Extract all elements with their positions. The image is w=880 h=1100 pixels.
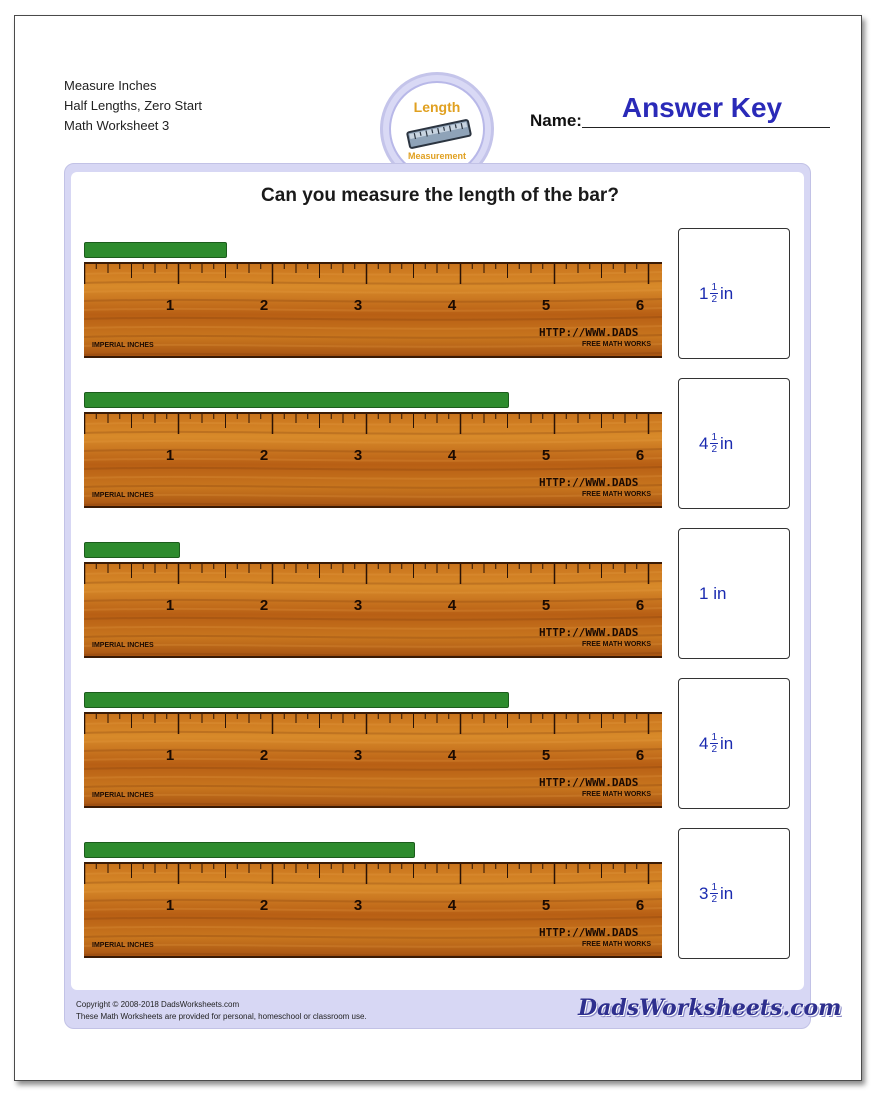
answer-fraction xyxy=(710,882,718,905)
ruler-number: 4 xyxy=(447,297,457,314)
ruler-number: 2 xyxy=(259,297,269,314)
ruler xyxy=(84,412,662,508)
measure-bar xyxy=(84,542,180,558)
ruler-number: 4 xyxy=(447,597,457,614)
ruler-number: 3 xyxy=(353,297,363,314)
ruler-number: 3 xyxy=(353,597,363,614)
ruler-number: 5 xyxy=(541,297,551,314)
ruler-icon xyxy=(405,119,473,149)
ruler-number: 5 xyxy=(541,897,551,914)
problem-row xyxy=(0,242,880,382)
ruler-markings xyxy=(84,714,662,808)
answer-box xyxy=(678,378,790,509)
question-heading: Can you measure the length of the bar? xyxy=(261,185,619,206)
answer-unit: in xyxy=(713,583,727,603)
ruler-sub-text: FREE MATH WORKS xyxy=(582,791,652,798)
answer-unit: in xyxy=(720,283,734,303)
answer-value xyxy=(699,829,733,958)
ruler-number: 2 xyxy=(259,897,269,914)
copyright-text: Copyright © 2008-2018 DadsWorksheets.com xyxy=(76,1000,240,1009)
ruler-imperial-label: IMPERIAL INCHES xyxy=(92,342,154,349)
problem-row xyxy=(0,692,880,832)
fraction-numerator: 1 xyxy=(711,282,718,293)
answer-value xyxy=(699,529,726,658)
name-label: Name: xyxy=(530,111,582,130)
answer-whole: 4 xyxy=(699,733,709,753)
ruler-number: 3 xyxy=(353,897,363,914)
ruler xyxy=(84,862,662,958)
ruler-number: 6 xyxy=(635,597,645,614)
ruler-sub-text: FREE MATH WORKS xyxy=(582,341,652,348)
answer-unit: in xyxy=(720,433,734,453)
fraction-numerator: 1 xyxy=(711,432,718,443)
answer-value xyxy=(699,229,733,358)
ruler-markings xyxy=(84,264,662,358)
answer-box xyxy=(678,228,790,359)
fraction-numerator: 1 xyxy=(711,732,718,743)
answer-unit: in xyxy=(720,733,734,753)
ruler-url-text: HTTP://WWW.DADS xyxy=(539,926,639,939)
answer-fraction xyxy=(710,732,718,755)
ruler-url-text: HTTP://WWW.DADS xyxy=(539,476,639,489)
logo-subtitle: Measurement xyxy=(407,151,467,161)
ruler-number: 1 xyxy=(165,747,175,764)
ruler-sub-text: FREE MATH WORKS xyxy=(582,941,652,948)
ruler xyxy=(84,712,662,808)
ruler-number: 6 xyxy=(635,897,645,914)
ruler-number: 5 xyxy=(541,597,551,614)
ruler-number: 5 xyxy=(541,447,551,464)
ruler-imperial-label: IMPERIAL INCHES xyxy=(92,792,154,799)
ruler-markings xyxy=(84,414,662,508)
ruler-markings xyxy=(84,864,662,958)
ruler-number: 2 xyxy=(259,747,269,764)
footer xyxy=(76,999,367,1023)
answer-key-heading: Answer Key xyxy=(621,92,783,123)
ruler-number: 2 xyxy=(259,597,269,614)
ruler-imperial-label: IMPERIAL INCHES xyxy=(92,492,154,499)
ruler-number: 6 xyxy=(635,747,645,764)
logo-title: Length xyxy=(413,99,461,115)
ruler-number: 4 xyxy=(447,897,457,914)
ruler-number: 1 xyxy=(165,297,175,314)
ruler-number: 6 xyxy=(635,297,645,314)
ruler-number: 3 xyxy=(353,447,363,464)
answer-box xyxy=(678,678,790,809)
ruler-number: 3 xyxy=(353,747,363,764)
ruler-number: 1 xyxy=(165,897,175,914)
answer-unit: in xyxy=(720,883,734,903)
ruler-number: 5 xyxy=(541,747,551,764)
ruler-number: 6 xyxy=(635,447,645,464)
dadsworksheets-logo: DadsWorksheets.com xyxy=(578,995,842,1021)
problem-row xyxy=(0,842,880,982)
worksheet-number: Math Worksheet 3 xyxy=(64,118,170,133)
answer-box xyxy=(678,828,790,959)
answer-value xyxy=(699,379,733,508)
ruler-url-text: HTTP://WWW.DADS xyxy=(539,776,639,789)
answer-value xyxy=(699,679,733,808)
fraction-denominator: 2 xyxy=(711,744,718,755)
usage-notice: These Math Worksheets are provided for personal, homeschool or classroom use. xyxy=(76,1012,367,1021)
ruler-imperial-label: IMPERIAL INCHES xyxy=(92,942,154,949)
measure-bar xyxy=(84,392,509,408)
answer-fraction xyxy=(710,432,718,455)
ruler-url-text: HTTP://WWW.DADS xyxy=(539,326,639,339)
ruler-number: 4 xyxy=(447,747,457,764)
ruler-sub-text: FREE MATH WORKS xyxy=(582,491,652,498)
worksheet-header xyxy=(64,76,202,136)
ruler-number: 1 xyxy=(165,597,175,614)
answer-whole: 3 xyxy=(699,883,709,903)
fraction-denominator: 2 xyxy=(711,444,718,455)
ruler-number: 1 xyxy=(165,447,175,464)
fraction-denominator: 2 xyxy=(711,294,718,305)
worksheet-title: Measure Inches xyxy=(64,78,157,93)
problem-row xyxy=(0,542,880,682)
worksheet-subtitle: Half Lengths, Zero Start xyxy=(64,98,203,113)
answer-whole: 4 xyxy=(699,433,709,453)
answer-whole: 1 xyxy=(699,283,709,303)
ruler-number: 2 xyxy=(259,447,269,464)
fraction-denominator: 2 xyxy=(711,894,718,905)
ruler xyxy=(84,562,662,658)
ruler-markings xyxy=(84,564,662,658)
ruler-sub-text: FREE MATH WORKS xyxy=(582,641,652,648)
answer-whole: 1 xyxy=(699,583,709,603)
measure-bar xyxy=(84,692,509,708)
fraction-numerator: 1 xyxy=(711,882,718,893)
ruler-url-text: HTTP://WWW.DADS xyxy=(539,626,639,639)
ruler-imperial-label: IMPERIAL INCHES xyxy=(92,642,154,649)
measure-bar xyxy=(84,242,227,258)
ruler-number: 4 xyxy=(447,447,457,464)
answer-fraction xyxy=(710,282,718,305)
answer-box xyxy=(678,528,790,659)
problem-row xyxy=(0,392,880,532)
ruler xyxy=(84,262,662,358)
name-line xyxy=(582,127,830,128)
measure-bar xyxy=(84,842,415,858)
